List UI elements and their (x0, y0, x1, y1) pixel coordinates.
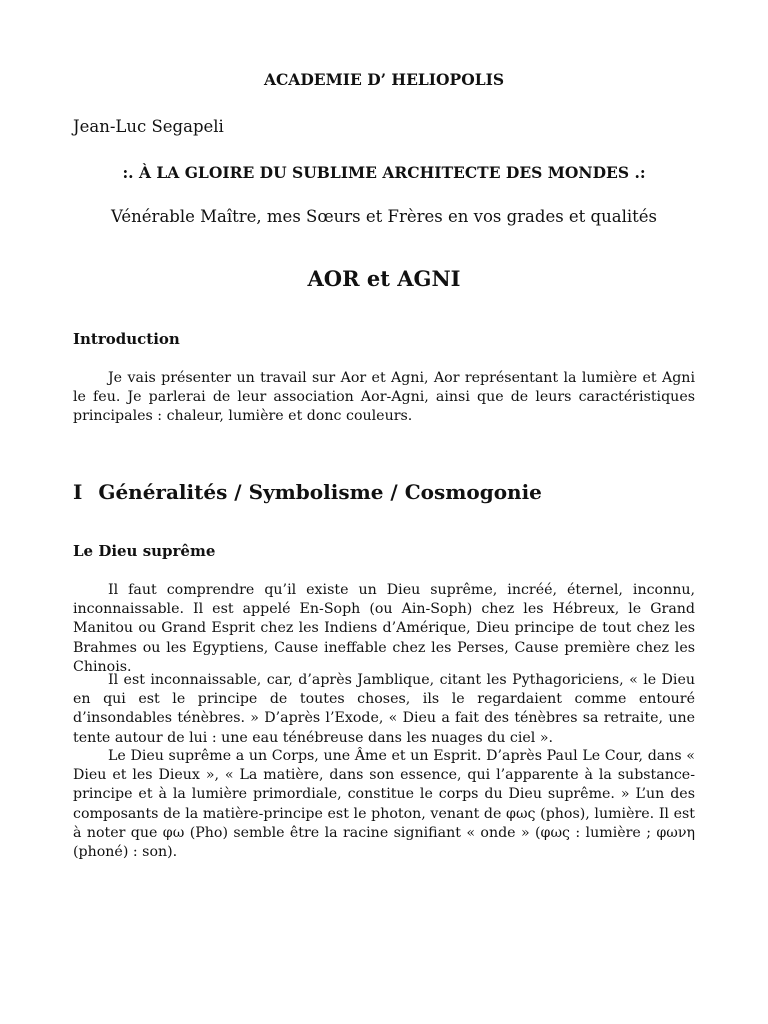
introduction-paragraph: Je vais présenter un travail sur Aor et Agni, Aor représentant la lumière et Agni le feu. Je parlerai de leur association Aor-Agni, ainsi que de leurs caractéristiques principales : chaleur, lumière et donc couleurs. (73, 370, 695, 425)
section-title (73, 480, 542, 504)
author-name: Jean-Luc Segapeli (73, 117, 224, 136)
document-page (73, 0, 695, 1024)
academy-name: ACADEMIE D’ HELIOPOLIS (263, 70, 505, 89)
body-paragraph: Il est inconnaissable, car, d’après Jamblique, citant les Pythagoriciens, « le Dieu en qui est le principe de toutes choses, ils le regardaient comme entouré d’insondables ténèbres. » D’après l’Exode, « Dieu a fait des ténèbres sa retraite, une tente autour de lui : une eau ténébreuse dans les nuages du ciel ». (73, 672, 695, 746)
document-title: AOR et AGNI (307, 266, 461, 291)
greeting-line: Vénérable Maître, mes Sœurs et Frères en vos grades et qualités (111, 207, 657, 226)
dedication-line: :. À LA GLOIRE DU SUBLIME ARCHITECTE DES MONDES .: (122, 163, 646, 182)
section-number: I (73, 480, 83, 504)
body-paragraph: Le Dieu suprême a un Corps, une Âme et un Esprit. D’après Paul Le Cour, dans « Dieu et les Dieux », « La matière, dans son essence, qui l’apparente à la substance-principe et à la lumière primordiale, constitue le corps du Dieu suprême. » L’un des composants de la matière-principe est le photon, venant de φως (phos), lumière. Il est à noter que φω (Pho) semble être la racine signifiant « onde » (φως : lumière ; φωνη (phoné) : son). (73, 748, 695, 861)
body-paragraph: Il faut comprendre qu’il existe un Dieu suprême, incréé, éternel, inconnu, inconnaissable. Il est appelé En-Soph (ou Ain-Soph) chez les Hébreux, le Grand Manitou ou Grand Esprit chez les Indiens d’Amérique, Dieu principe de tout chez les Brahmes ou les Egyptiens, Cause ineffable chez les Perses, Cause première chez les Chinois. (73, 582, 695, 675)
subsection-heading: Le Dieu suprême (73, 542, 216, 560)
introduction-heading: Introduction (73, 330, 180, 348)
section-title-text: Généralités / Symbolisme / Cosmogonie (98, 480, 542, 504)
